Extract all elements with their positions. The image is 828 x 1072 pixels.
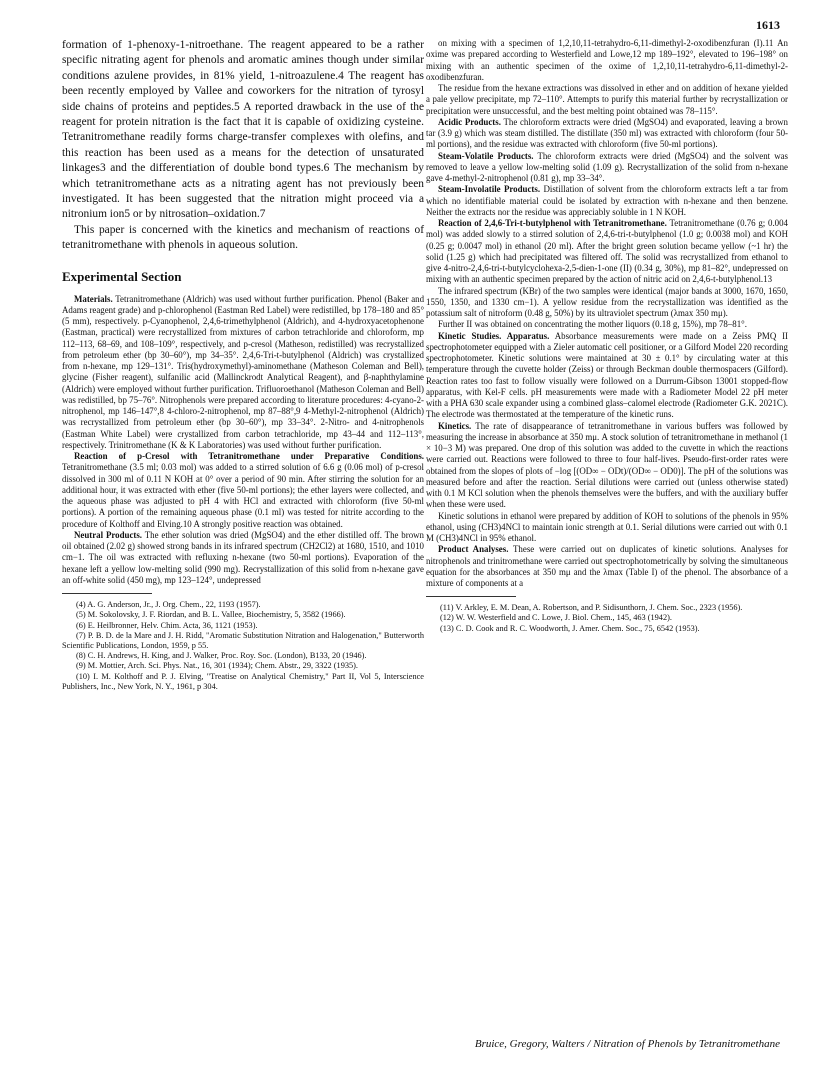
paragraph-text: Absorbance measurements were made on a Zeiss PMQ II spectrophotometer equipped with a Zieler automatic cell positioner, or a Gilford Model 220 recording spectrophotometer. Kinetic solutions were maintained at 30 ± 0.1° by circulating water at this temperature through the cuvette holder (Zeiss) or through Beckman double thermospacers (Gilford). Reaction rates too fast to follow visually were followed on a Durrum-Gibson 13001 stopped-flow apparatus, with Kel-F cells. pH measurements were made with a Radiometer Model 22 pH meter with a PHA 630 scale expander using a combined glass–calomel electrode (Radiometer G.K. 2021C). The electrode was thermostated at the temperature of the kinetic runs. — [426, 330, 789, 420]
paragraph-text: The infrared spectrum (KBr) of the two samples were identical (major bands at 3000, 1670, 1650, 1550, 1350, and 1330 cm−1). A yellow residue from the recrystallization was identified as the potassium salt of nitroform (0.48 g, 50%) by its ultraviolet spectrum (λmax 350 mμ). — [426, 285, 788, 318]
paragraph-lead: Kinetic Studies. Apparatus. — [438, 330, 550, 341]
paragraph-lead: Acidic Products. — [438, 116, 501, 127]
paragraph-text: These were carried out on duplicates of kinetic solutions. Analyses for nitrophenols and trinitromethane were carried out spectrophotometrically by solving the simultaneous equation for the absorbances at 350 mμ and the λmax (Table I) of the phenol. The absorbance of a mixture of components at a — [426, 544, 788, 588]
right-column — [426, 38, 788, 634]
paragraph-lead: Materials. — [74, 293, 113, 304]
paragraph-lead: Steam-Volatile Products. — [438, 150, 534, 161]
paragraph-text: on mixing with a specimen of 1,2,10,11-tetrahydro-6,11-dimethyl-2-oxodibenzfuran (I).11 An oxime was prepared according to Westerfield and Lowe,12 mp 189–192°, elevated to 196–198° on mixing with an authentic specimen of the oxime of 1,2,10,11-tetrahydro-6,11-dimethyl-2-oxodibenzfuran. — [426, 38, 788, 82]
paragraph-text: The chloroform extracts were dried (MgSO4) and the solvent was removed to leave a yellow low-melting solid (1.09 g). Recrystallization of the solid from n-hexane gave 4-methyl-2-nitrophenol (0.81 g), mp 33–34°. — [426, 150, 789, 183]
left-column — [62, 38, 424, 692]
paragraph — [426, 331, 788, 421]
reference: (11) V. Arkley, E. M. Dean, A. Robertson, and P. Sidisunthorn, J. Chem. Soc., 2323 (1956). — [440, 603, 743, 613]
paragraph-lead: Reaction of 2,4,6-Tri-t-butylphenol with Tetranitromethane. — [438, 218, 667, 228]
references — [426, 603, 788, 634]
paragraph — [426, 319, 788, 330]
introduction — [62, 38, 424, 254]
reference: (13) C. D. Cook and R. C. Woodworth, J. Amer. Chem. Soc., 75, 6542 (1953). — [440, 623, 700, 633]
footnote-rule — [426, 596, 516, 597]
paragraph-text: Tetranitromethane (0.76 g; 0.004 mol) was added slowly to a stirred solution of 2,4,6-tri-t-butylphenol (1.0 g; 0.0038 mol) and KOH (0.25 g; 0.0047 mol) in ethanol (20 ml). After the bright green solution became yellow (~1 hr) the solid (1.25 g) which had precipitated was filtered off. The solid was recrystallized from ethanol to give 4-nitro-2,4,6-tri-t-butylcyclohexa-2,5-dien-1-one (II) (0.34 g, 30%), mp 81–82°, undepressed on mixing with an authentic specimen prepared by the action of nitric acid on 2,4,6-t-butylphenol.13 — [426, 218, 788, 285]
reference: (12) W. W. Westerfield and C. Lowe, J. Biol. Chem., 145, 463 (1942). — [440, 613, 672, 623]
paragraph-lead: Kinetics. — [438, 420, 472, 431]
paragraph — [426, 544, 788, 589]
paragraph — [426, 184, 788, 218]
intro-paragraph: formation of 1-phenoxy-1-nitroethane. The reagent appeared to be a rather specific nitrating agent for phenols and aromatic amines though under similar conditions azulene provides, in 81% yield, 1-nitroazulene.4 The reagent has been recently employed by Vallee and coworkers for the nitration of tyrosyl side chains of proteins and peptides.5 A reported drawback in the use of the reagent for protein nitration is the fact that it is capable of oxidizing cysteine. Tetranitromethane readily forms charge-transfer complexes with olefins, and this reaction has been used as a means for the detection of unsaturated linkages3 and the differentiation of double bond types.6 The mechanism by which tetranitromethane acts as a nitrating agent has not previously been investigated. It has been suggested that the nitration might proceed via a nitronium ion5 or by nitrosation–oxidation.7 — [62, 39, 424, 221]
paragraph — [426, 83, 788, 117]
reference: (5) M. Sokolovsky, J. F. Riordan, and B. L. Vallee, Biochemistry, 5, 3582 (1966). — [76, 610, 346, 620]
reference: (7) P. B. D. de la Mare and J. H. Ridd, "Aromatic Substitution Nitration and Halogenation," Butterworth Scientific Publications, London, 1959, p 55. — [62, 630, 424, 650]
paragraph-lead: Steam-Involatile Products. — [438, 184, 541, 195]
paragraph — [426, 286, 788, 320]
paragraph-text: Tetranitromethane (3.5 ml; 0.03 mol) was added to a stirred solution of 6.6 g (0.06 mol) of p-cresol dissolved in 300 ml of 0.11 N KOH at 0° over a period of 90 min. After stirring the solution for an additional hour, it was extracted with ether (five 50-ml portions); the ether layers were collected, and the aqueous phase was adjusted to pH 4 with HCl and extracted with chloroform (five 50-ml portions). A portion of the remaining aqueous phase (0.1 ml) was tested for nitrite according to the procedure of Kolthoff and Elving.10 A strongly positive reaction was obtained. — [62, 462, 424, 529]
paragraph — [426, 38, 788, 83]
page-number: 1613 — [756, 18, 780, 32]
paragraph — [426, 117, 788, 151]
paragraph-text: The ether solution was dried (MgSO4) and the ether distilled off. The brown oil obtained (2.02 g) showed strong bands in its infrared spectrum (CH2Cl2) at 1680, 1510, and 1010 cm−1. The oil was extracted with refluxing n-hexane (two 50-ml portions). Evaporation of the hexane left a yellow low-melting solid (990 mg). Recrystallization of this solid from n-hexane gave an off-white solid (450 mg), mp 123–124°, undepressed — [62, 529, 424, 585]
paragraph — [426, 151, 788, 185]
references — [62, 600, 424, 692]
paragraph — [62, 451, 424, 530]
paragraph-text: Further II was obtained on concentrating the mother liquors (0.18 g, 15%), mp 78–81°. — [438, 319, 747, 330]
paragraph-text: Tetranitromethane (Aldrich) was used without further purification. Phenol (Baker and Adams reagent grade) and p-chlorophenol (Eastman Red Label) were redistilled, bp 178–180 and 85° (5 mm), respectively. p-Cyanophenol, 2,4,6-trimethylphenol (Aldrich), and 4-hydroxyacetophenone (Eastman, practical) were recrystallized from mixtures of carbon tetrachloride and chloroform, mp 112–113, 68–69, and 108–109°, respectively, and p-cresol (Matheson, redistilled) was recrystallized from petroleum ether (bp 30–60°), mp 34–35°. 2,4,6-Tri-t-butylphenol (Aldrich) was crystallized from n-hexane, mp 129–131°. Tris(hydroxymethyl)-aminomethane (Matheson Coleman and Bell), glycine (Fisher reagent), sulfanilic acid (Mallinckrodt Analytical Reagent), and β-naphthylamine (Aldrich) were employed without further purification. Trifluoroethanol (Matheson Coleman and Bell) was redistilled, bp 75–76°. Nitrophenols were prepared according to literature procedures: 4-cyano-2-nitrophenol, mp 146–147°,8 4-chloro-2-nitrophenol, mp 87–88°,9 4-Methyl-2-nitrophenol (Aldrich) was recrystallized from petroleum ether (bp 30–60°), mp 33–34°. 2-Nitro- and 4-nitrophenols (Eastman White Label) were crystallized from carbon tetrachloride, mp 43–44 and 112–113°, respectively. Trinitromethane (K & K Laboratories) was used without further purification. — [62, 293, 425, 450]
reference: (4) A. G. Anderson, Jr., J. Org. Chem., 22, 1193 (1957). — [76, 600, 261, 610]
paragraph-text: The rate of disappearance of tetranitromethane in various buffers was followed by measuring the increase in absorbance at 350 mμ. A stock solution of tetranitromethane in methanol (1 × 10−3 M) was prepared. One drop of this solution was added to the cuvette in which the reactions were carried out. Reactions were followed to three to four half-lives. Pseudo-first-order rates were obtained from the slopes of plots of −log [(OD∞ − ODt)/(OD∞ − OD0)]. The pH of the solutions was measured before and after the reaction. Serial dilutions were carried out (unless otherwise stated) with 0.1 M KCl solution when the phenols themselves were the buffers, and with the auxiliary buffer when these were used. — [426, 420, 788, 510]
paragraph-text: Distillation of solvent from the chloroform extracts left a tar from which no identifiable material could be isolated by extraction with n-hexane and then benzene. Neither the extracts nor the residue was appreciably soluble in 1 N KOH. — [426, 184, 789, 217]
paragraph-lead: Product Analyses. — [438, 544, 509, 555]
reference: (8) C. H. Andrews, H. King, and J. Walker, Proc. Roy. Soc. (London), B133, 20 (1946). — [76, 651, 367, 661]
reference: (10) I. M. Kolthoff and P. J. Elving, "Treatise on Analytical Chemistry," Part II, Vol 5, Interscience Publishers, Inc., New York, N. Y., 1961, p 304. — [62, 671, 424, 691]
paragraph — [426, 511, 788, 545]
experimental-section — [62, 294, 424, 587]
paragraph — [62, 530, 424, 586]
reference: (6) E. Heilbronner, Helv. Chim. Acta, 36, 1121 (1953). — [76, 620, 258, 630]
paragraph-lead: Neutral Products. — [74, 529, 143, 540]
section-heading: Experimental Section — [62, 268, 182, 284]
paragraph-text: The residue from the hexane extractions was dissolved in ether and on addition of hexane yielded a pale yellow precipitate, mp 72–110°. Attempts to purify this material further by recrystallization or precipitation were unsuccessful, and the best melting point obtained was 78–115°. — [426, 83, 788, 116]
experimental-section-continued — [426, 38, 788, 589]
paragraph — [426, 218, 788, 286]
footnote-rule — [62, 593, 152, 594]
paragraph — [62, 294, 424, 452]
paragraph-text: Kinetic solutions in ethanol were prepared by addition of KOH to solutions of the phenols in 95% ethanol, using (CH3)4NCl to maintain ionic strength at 0.1. Serial dilutions were carried out with 0.1 M (CH3)4NCl in 95% ethanol. — [426, 510, 788, 543]
paragraph-text: The chloroform extracts were dried (MgSO4) and evaporated, leaving a brown tar (3.9 g) which was steam distilled. The distillate (350 ml) was extracted with chloroform (four 50-ml portions), and the residue was extracted with chloroform (five 50-ml portions). — [426, 116, 788, 150]
paragraph — [426, 421, 788, 511]
paragraph-lead: Reaction of p-Cresol with Tetranitromethane under Preparative Conditions. — [74, 451, 424, 462]
intro-paragraph: This paper is concerned with the kinetics and mechanism of reactions of tetranitromethane with phenols in aqueous solution. — [62, 223, 424, 252]
running-footer: Bruice, Gregory, Walters / Nitration of Phenols by Tetranitromethane — [474, 1038, 780, 1050]
reference: (9) M. Mottier, Arch. Sci. Phys. Nat., 16, 301 (1934); Chem. Abstr., 29, 3322 (1935). — [76, 661, 358, 671]
